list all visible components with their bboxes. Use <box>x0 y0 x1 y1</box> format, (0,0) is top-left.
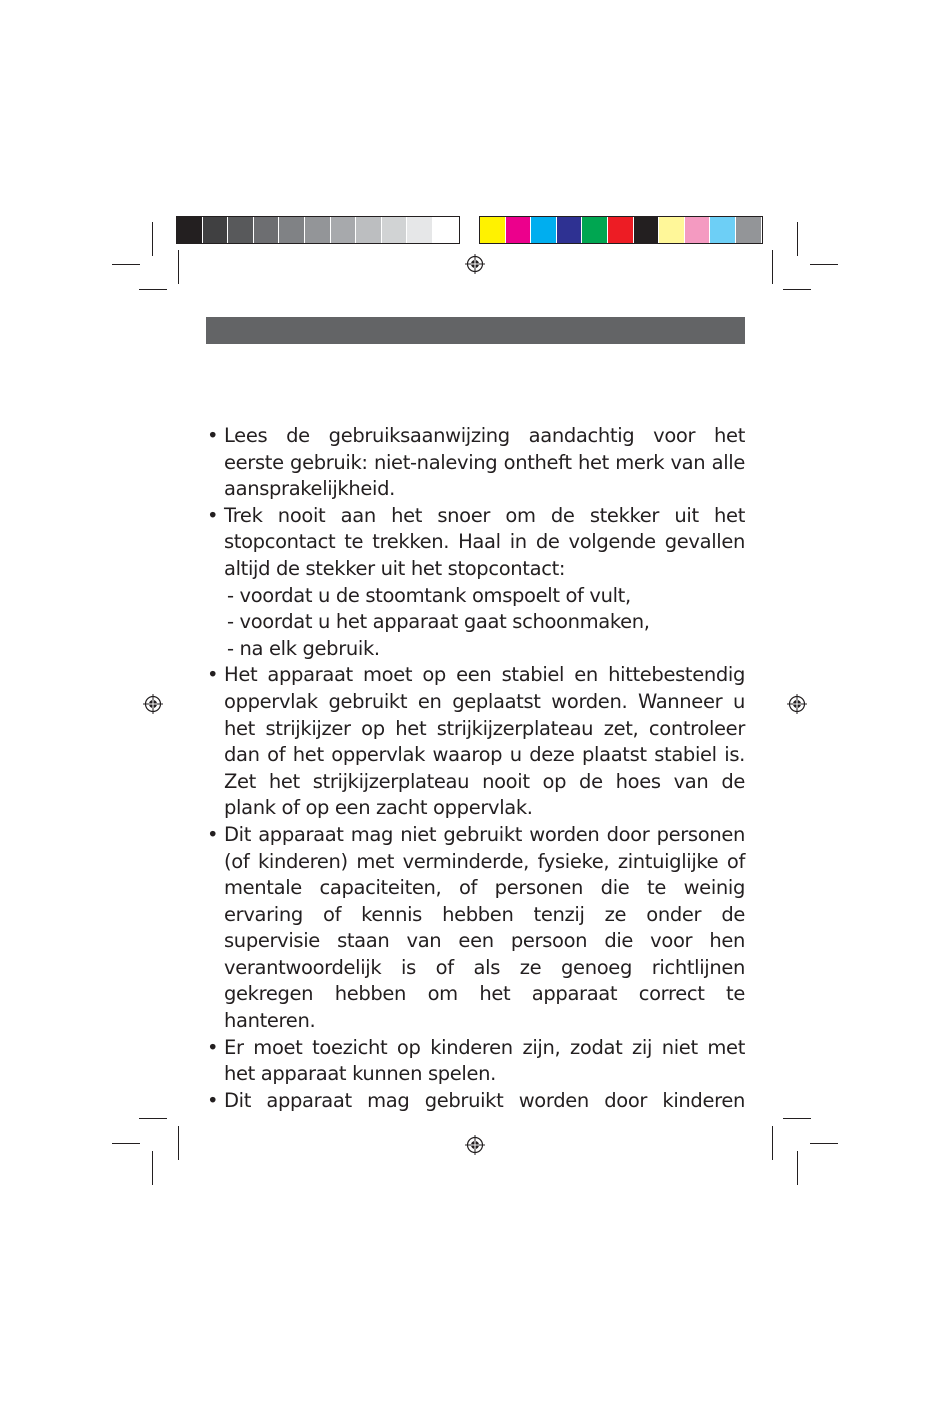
bullet: • <box>207 503 219 527</box>
bullet: • <box>207 1035 219 1059</box>
crop-mark <box>139 289 167 290</box>
sub-list-item: - voordat u de stoomtank omspoelt of vult, <box>227 583 631 607</box>
list-item <box>206 503 745 583</box>
crop-mark <box>772 1126 773 1160</box>
crop-mark <box>772 250 773 284</box>
color-swatch <box>659 217 685 243</box>
color-swatch <box>228 217 254 243</box>
color-calibration-strip <box>480 217 762 243</box>
bullet: • <box>207 822 219 846</box>
color-swatch <box>331 217 357 243</box>
crop-mark <box>783 1118 811 1119</box>
color-swatch <box>356 217 382 243</box>
bullet: • <box>207 424 219 447</box>
color-swatch <box>582 217 608 243</box>
color-swatch <box>382 217 408 243</box>
color-swatch <box>407 217 433 243</box>
registration-mark-icon <box>143 694 163 714</box>
color-swatch <box>710 217 736 243</box>
list-item <box>206 1088 745 1115</box>
color-swatch <box>557 217 583 243</box>
list-item-text: Dit apparaat mag gebruikt worden door kinderen <box>224 1088 745 1112</box>
grayscale-calibration-strip <box>177 217 459 243</box>
color-swatch <box>736 217 762 243</box>
crop-mark <box>178 1126 179 1160</box>
color-swatch <box>177 217 203 243</box>
color-swatch <box>254 217 280 243</box>
crop-mark <box>797 222 798 256</box>
list-item-text: Lees de gebruiksaanwijzing aandachtig voor het eerste gebruik: niet-naleving ontheft het merk van alle aansprakelijkheid. <box>224 424 745 501</box>
sub-list-item: - na elk gebruik. <box>227 636 380 660</box>
crop-mark <box>810 264 838 265</box>
color-swatch <box>203 217 229 243</box>
bullet: • <box>207 663 219 687</box>
list-item-text: Trek nooit aan het snoer om de stekker uit het stopcontact te trekken. Haal in de volgende gevallen altijd de stekker uit het stopcontact: <box>224 503 745 580</box>
color-swatch <box>279 217 305 243</box>
crop-mark <box>797 1151 798 1185</box>
list-item <box>206 822 745 1035</box>
list-item-text: Dit apparaat mag niet gebruikt worden door personen (of kinderen) met verminderde, fysieke, zintuiglijke of mentale capaciteiten, of personen die te weinig ervaring of kennis hebben tenzij ze onder de supervisie staan van een persoon die voor hen verantwoordelijk is of als ze genoeg richtlijnen gekregen hebben om het apparaat correct te hanteren. <box>224 822 745 1033</box>
crop-mark <box>783 289 811 290</box>
crop-mark <box>112 264 140 265</box>
bullet: • <box>207 1088 219 1112</box>
color-swatch <box>480 217 506 243</box>
color-swatch <box>608 217 634 243</box>
section-header-bar <box>206 317 745 344</box>
color-swatch <box>433 217 459 243</box>
color-swatch <box>634 217 660 243</box>
crop-mark <box>112 1143 140 1144</box>
crop-mark <box>810 1143 838 1144</box>
color-swatch <box>685 217 711 243</box>
color-swatch <box>305 217 331 243</box>
list-item <box>206 1035 745 1088</box>
crop-mark <box>139 1118 167 1119</box>
safety-instructions <box>206 423 745 1114</box>
list-item <box>206 662 745 822</box>
registration-mark-icon <box>465 254 485 274</box>
crop-mark <box>152 222 153 256</box>
registration-mark-icon <box>465 1135 485 1155</box>
registration-mark-icon <box>787 694 807 714</box>
color-swatch <box>531 217 557 243</box>
crop-mark <box>178 250 179 284</box>
list-item-text: Het apparaat moet op een stabiel en hittebestendig oppervlak gebruikt en geplaatst worden. Wanneer u het strijkijzer op het strijkijzerplateau zet, controleer dan of het oppervlak waarop u deze plaatst stabiel is. Zet het strijkijzerplateau nooit op de hoes van de plank of op een zacht oppervlak. <box>224 663 745 820</box>
list-item-text: Er moet toezicht op kinderen zijn, zodat zij niet met het apparaat kunnen spelen. <box>224 1035 745 1086</box>
color-swatch <box>506 217 532 243</box>
list-item <box>206 423 745 503</box>
crop-mark <box>152 1151 153 1185</box>
sub-list-item: - voordat u het apparaat gaat schoonmaken, <box>227 610 650 634</box>
